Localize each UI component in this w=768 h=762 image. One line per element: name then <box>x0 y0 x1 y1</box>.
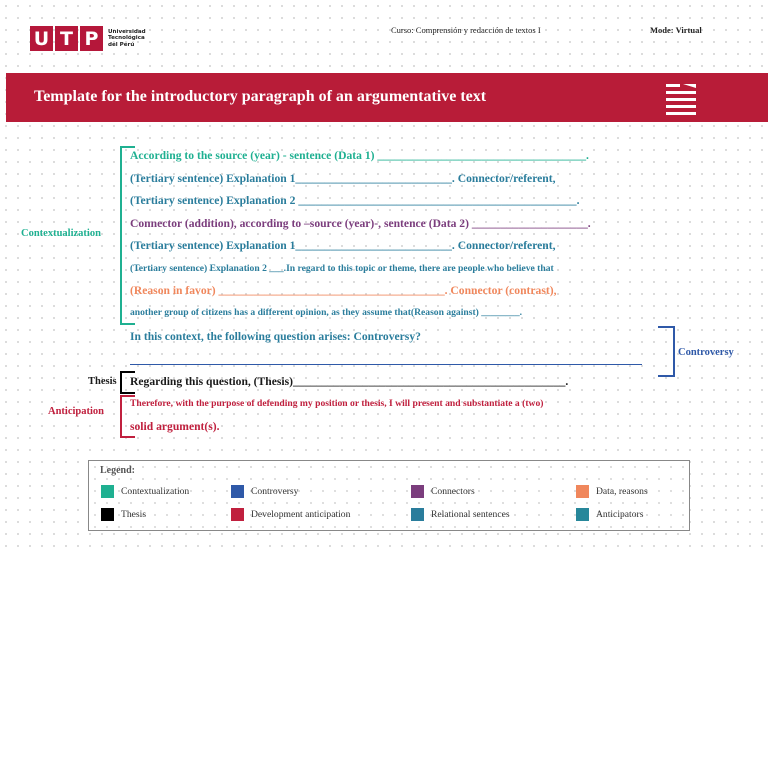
legend-swatch <box>411 508 424 521</box>
logo-letter-u: U <box>30 26 53 51</box>
legend-label: Controversy <box>251 486 299 497</box>
legend-item-development-anticipation <box>231 508 350 521</box>
legend-label: Thesis <box>121 509 147 520</box>
legend-item-thesis <box>101 508 146 521</box>
text-line: In this context, the following question arises: Controversy? <box>130 330 421 343</box>
logo-line: del Perú <box>108 41 135 48</box>
logo-line: Universidad <box>108 28 146 35</box>
text-line: (Tertiary sentence) Explanation 1___________________________. Connector/referent, <box>130 172 556 185</box>
text-line: (Reason in favor) _______________________________________. Connector (contrast), <box>130 284 557 297</box>
text-line: solid argument(s). <box>130 420 220 433</box>
legend-swatch <box>576 485 589 498</box>
legend-box <box>88 460 690 531</box>
legend-label: Relational sentences <box>431 509 510 520</box>
legend-item-contextualization <box>101 485 189 498</box>
logo-letter-t: T <box>55 26 78 51</box>
legend-item-controversy <box>231 485 298 498</box>
legend-label: Anticipators <box>596 509 644 520</box>
logo-letter-p: P <box>80 26 103 51</box>
controversy-bracket <box>657 326 677 378</box>
legend-title: Legend: <box>100 465 135 476</box>
contextualization-label: Contextualization <box>21 228 101 239</box>
legend-item-relational-sentences <box>411 508 510 521</box>
legend-label: Contextualization <box>121 486 190 497</box>
legend-swatch <box>231 508 244 521</box>
legend-swatch <box>576 508 589 521</box>
legend-item-anticipators <box>576 508 643 521</box>
legend-swatch <box>411 485 424 498</box>
legend-swatch <box>101 508 114 521</box>
legend-item-connectors <box>411 485 475 498</box>
legend-swatch <box>231 485 244 498</box>
logo-line: Tecnológica <box>108 35 145 42</box>
logo-letters <box>30 26 103 51</box>
page-title: Template for the introductory paragraph of an argumentative text <box>34 88 487 105</box>
text-line: Regarding this question, (Thesis)_______________________________________________. <box>130 375 569 388</box>
text-line: According to the source (year) - sentence (Data 1) ____________________________________. <box>130 149 589 162</box>
text-line: (Tertiary sentence) Explanation 2 ________________________________________________. <box>130 194 580 207</box>
text-line: (Tertiary sentence) Explanation 2 ___.In regard to this topic or theme, there are people who believe that <box>130 263 554 274</box>
mode-label: Mode: Virtual <box>650 25 702 35</box>
utp-logo <box>30 26 146 51</box>
title-banner <box>6 73 768 122</box>
controversy-label: Controversy <box>678 347 734 358</box>
text-line: (Tertiary sentence) Explanation 1___________________________. Connector/referent, <box>130 239 556 252</box>
controversy-underline <box>130 364 642 365</box>
text-align-icon <box>664 83 698 115</box>
text-line: Therefore, with the purpose of defending my position or thesis, I will present and substantiate a (two) <box>130 398 544 409</box>
thesis-label: Thesis <box>88 376 117 387</box>
text-line: Connector (addition), according to –source (year)-, sentence (Data 2) ____________________. <box>130 217 591 230</box>
text-line: another group of citizens has a different opinion, as they assume that(Reason against) ________. <box>130 307 523 318</box>
legend-label: Data, reasons <box>596 486 648 497</box>
legend-label: Connectors <box>431 486 475 497</box>
legend-label: Development anticipation <box>251 509 351 520</box>
legend-item-data-reasons <box>576 485 648 498</box>
logo-text <box>108 29 146 49</box>
course-label: Curso: Comprensión y redacción de textos I <box>391 25 541 35</box>
legend-swatch <box>101 485 114 498</box>
anticipation-label: Anticipation <box>48 406 105 417</box>
